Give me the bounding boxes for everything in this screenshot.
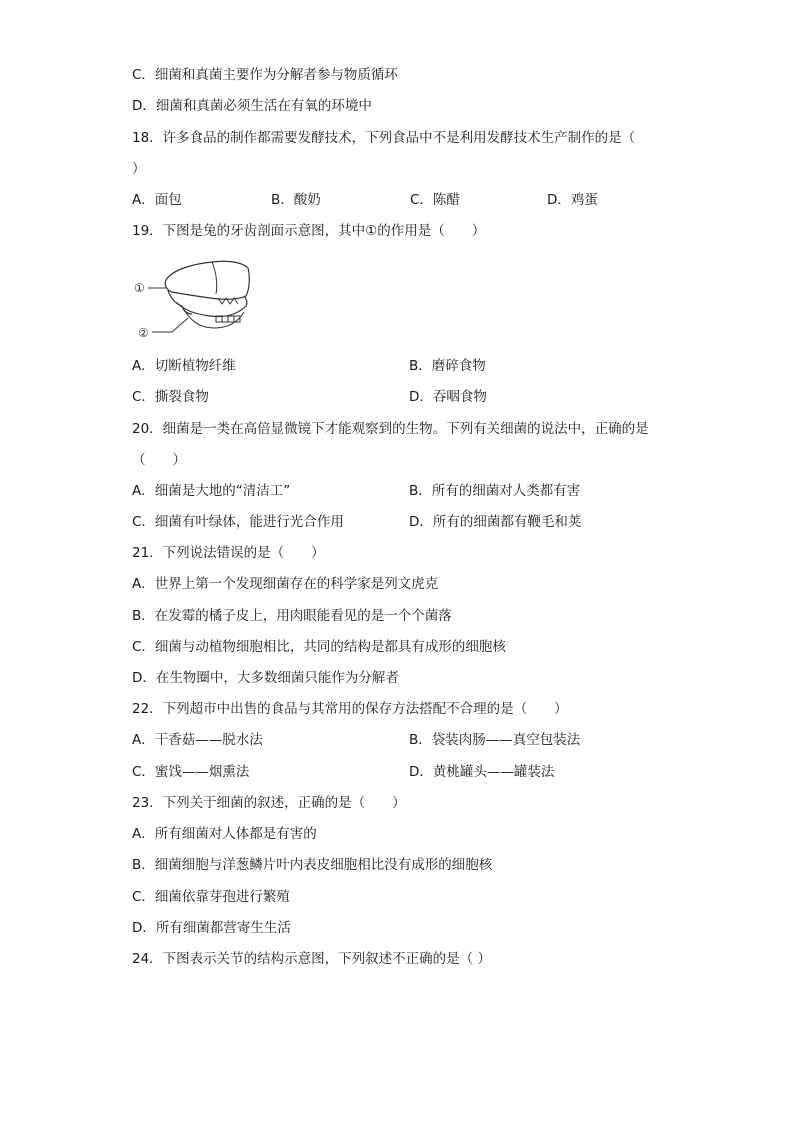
q21-option-c: C．细菌与动植物细胞相比，共同的结构是都具有成形的细胞核 <box>132 639 506 655</box>
q18-stem: 18．许多食品的制作都需要发酵技术，下列食品中不是利用发酵技术生产制作的是（ <box>132 130 636 146</box>
q18-option-a: A．面包 <box>132 192 182 208</box>
q20-option-d: D．所有的细菌都有鞭毛和荚 <box>409 514 582 530</box>
figure-label-1: ① <box>134 281 145 295</box>
q22-option-a: A．干香菇——脱水法 <box>132 732 263 748</box>
q22-option-b: B．袋装肉肠——真空包装法 <box>409 732 581 748</box>
rabbit-teeth-figure <box>132 250 262 342</box>
q19-option-b: B．磨碎食物 <box>409 358 486 374</box>
q23-option-b: B．细菌细胞与洋葱鳞片叶内表皮细胞相比没有成形的细胞核 <box>132 857 493 873</box>
q20-option-c: C．细菌有叶绿体，能进行光合作用 <box>132 514 344 530</box>
q20-stem-continued: （ ） <box>132 452 186 468</box>
q23-option-a: A．所有细菌对人体都是有害的 <box>132 826 317 842</box>
q20-option-b: B．所有的细菌对人类都有害 <box>409 483 581 499</box>
q21-option-b: B．在发霉的橘子皮上，用肉眼能看见的是一个个菌落 <box>132 608 452 624</box>
q19-option-d: D．吞咽食物 <box>409 389 487 405</box>
q22-stem: 22．下列超市中出售的食品与其常用的保存方法搭配不合理的是（ ） <box>132 701 568 717</box>
q19-option-a: A．切断植物纤维 <box>132 358 236 374</box>
figure-label-2: ② <box>138 326 149 340</box>
q19-stem: 19．下图是兔的牙齿剖面示意图，其中①的作用是（ ） <box>132 223 486 239</box>
q22-option-c: C．蜜饯——烟熏法 <box>132 764 250 780</box>
q18-stem-continued: ） <box>132 161 146 177</box>
q18-option-c: C．陈醋 <box>410 192 460 208</box>
q24-stem: 24．下图表示关节的结构示意图，下列叙述不正确的是（ ） <box>132 951 491 967</box>
q21-stem: 21．下列说法错误的是（ ） <box>132 545 325 561</box>
q20-option-a: A．细菌是大地的“清洁工” <box>132 483 291 499</box>
q23-option-d: D．所有细菌都营寄生生活 <box>132 920 291 936</box>
q17-option-d: D．细菌和真菌必须生活在有氧的环境中 <box>132 98 372 114</box>
q17-option-c: C．细菌和真菌主要作为分解者参与物质循环 <box>132 67 398 83</box>
q20-stem: 20．细菌是一类在高倍显微镜下才能观察到的生物。下列有关细菌的说法中，正确的是 <box>132 421 649 437</box>
q21-option-a: A．世界上第一个发现细菌存在的科学家是列文虎克 <box>132 576 439 592</box>
rabbit-skull-diagram <box>132 250 262 342</box>
q18-option-d: D．鸡蛋 <box>547 192 598 208</box>
q19-option-c: C．撕裂食物 <box>132 389 209 405</box>
q18-option-b: B．酸奶 <box>271 192 321 208</box>
q22-option-d: D．黄桃罐头——罐装法 <box>409 764 555 780</box>
q23-stem: 23．下列关于细菌的叙述，正确的是（ ） <box>132 795 406 811</box>
q21-option-d: D．在生物圈中，大多数细菌只能作为分解者 <box>132 670 399 686</box>
q23-option-c: C．细菌依靠芽孢进行繁殖 <box>132 889 290 905</box>
